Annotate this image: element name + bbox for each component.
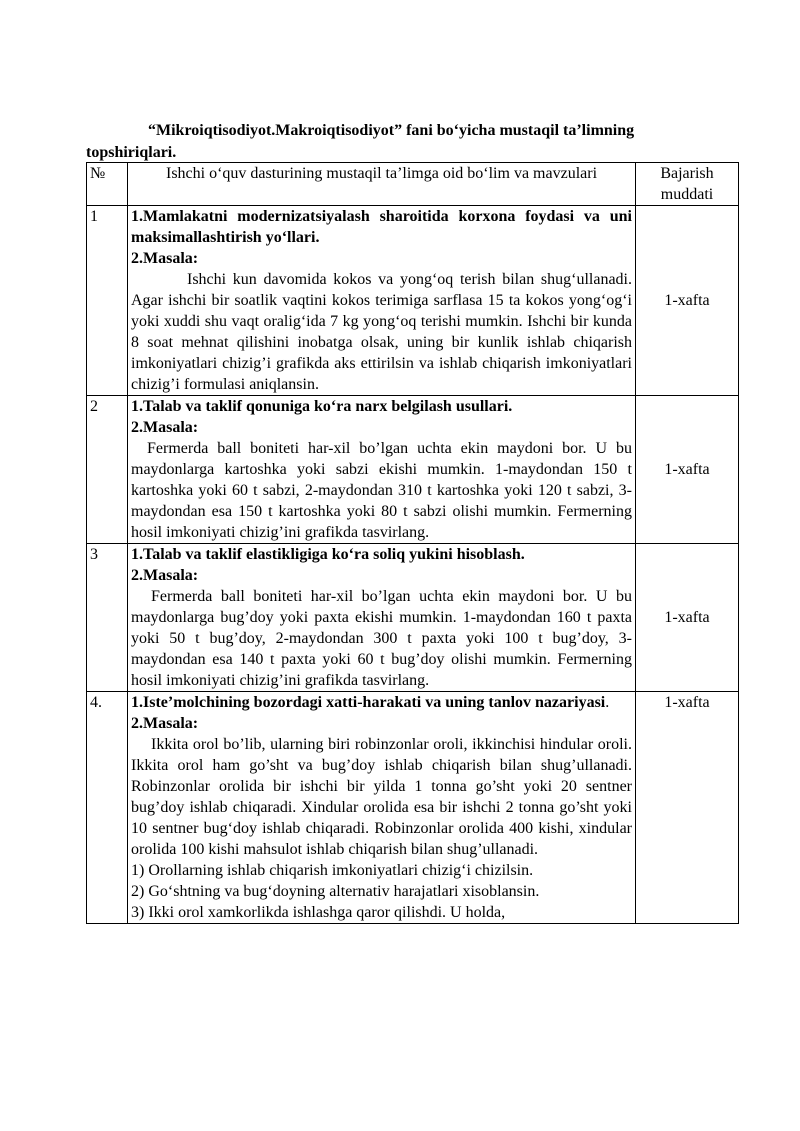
row-task: [128, 206, 636, 396]
row-deadline: 1-xafta: [636, 206, 739, 396]
task-body: Fermerda ball boniteti har-xil bo’lgan uchta ekin maydoni bor. U bu maydonlarga bug’doy yoki paxta ekishi mumkin. 1-maydondan 160 t paxta yoki 50 t bug’doy, 2-maydondan 300 t paxta yoki 100 t bug’doy, 3-maydondan esa 140 t paxta yoki 60 t bug’doy olishi mumkin. Fermerning hosil imkoniyati chizig’ini grafikda tasvirlang.: [131, 588, 632, 689]
row-number: 1: [87, 206, 128, 396]
row-task: [128, 396, 636, 544]
row-task: [128, 544, 636, 692]
table-row: [87, 692, 739, 924]
assignments-table: [86, 162, 739, 924]
task-heading: 1.Mamlakatni modernizatsiyalash sharoitida korxona foydasi va uni maksimallashtirish yo‘llari.: [131, 208, 632, 246]
task-item: 3) Ikki orol xamkorlikda ishlashga qaror qilishdi. U holda,: [131, 904, 506, 921]
row-task: [128, 692, 636, 924]
task-heading-suffix: .: [605, 694, 610, 711]
task-body: Fermerda ball boniteti har-xil bo’lgan uchta ekin maydoni bor. U bu maydonlarga kartoshka yoki sabzi ekishi mumkin. 1-maydondan 150 t kartoshka yoki 60 t sabzi, 2-maydondan 310 t kartoshka yoki 120 t sabzi, 3-maydondan esa 150 t kartoshka yoki 80 t sabzi olishi mumkin. Fermerning hosil imkoniyati chizig’ini grafikda tasvirlang.: [131, 440, 632, 541]
task-body: Ikkita orol bo’lib, ularning biri robinzonlar oroli, ikkinchisi hindular oroli. Ikkita orol ham go’sht va bug’doy ishlab chiqarish bilan shug’ullanadi. Robinzonlar orolida bir ishchi bir yilda 1 tonna go’sht yoki 20 sentner bug’doy ishlab chiqaradi. Xindular orolida esa bir ishchi 2 tonna go’sht yoki 10 sentner bug‘doy ishlab chiqaradi. Robinzonlar orolida 400 kishi, xindular orolida 100 kishi mahsulot ishlab chiqarish bilan shug’ullanadi.: [131, 736, 632, 858]
document-title: [86, 120, 736, 164]
task-body: Ishchi kun davomida kokos va yong‘oq terish bilan shug‘ullanadi. Agar ishchi bir soatlik vaqtini kokos terimiga sarflasa 15 ta kokos yong‘og‘i yoki xuddi shu vaqt oralig‘ida 7 kg yong‘oq terishi mumkin. Ishchi bir kunda 8 soat mehnat qilishini inobatga olsak, uning bir kunlik ishlab chiqarish imkoniyatlari chizig’i grafikda aks ettirilsin va ishlab chiqarish imkoniyatlari chizig’i formulasi aniqlansin.: [131, 271, 632, 393]
header-deadline: Bajarish muddati: [636, 163, 739, 206]
table-row: [87, 544, 739, 692]
row-number: 3: [87, 544, 128, 692]
task-subheading: 2.Masala:: [131, 419, 199, 436]
table-row: [87, 396, 739, 544]
row-deadline: 1-xafta: [636, 396, 739, 544]
row-deadline: 1-xafta: [636, 544, 739, 692]
table-row: [87, 206, 739, 396]
task-heading: [131, 692, 632, 713]
header-topic: Ishchi o‘quv dasturining mustaqil ta’limga oid bo‘lim va mavzulari: [128, 163, 636, 206]
row-number: 4.: [87, 692, 128, 924]
title-line-1: “Mikroiqtisodiyot.Makroiqtisodiyot” fani bo‘yicha mustaqil ta’limning: [148, 122, 635, 139]
row-deadline: 1-xafta: [636, 692, 739, 924]
header-number: №: [87, 163, 128, 206]
task-item: 2) Go‘shtning va bug‘doyning alternativ harajatlari xisoblansin.: [131, 883, 540, 900]
task-heading: 1.Talab va taklif qonuniga ko‘ra narx belgilash usullari.: [131, 398, 513, 415]
task-subheading: 2.Masala:: [131, 715, 199, 732]
task-heading: 1.Talab va taklif elastikligiga ko‘ra soliq yukini hisoblash.: [131, 546, 525, 563]
title-line-2: topshiriqlari.: [86, 144, 177, 161]
task-item: 1) Orollarning ishlab chiqarish imkoniyatlari chizig‘i chizilsin.: [131, 862, 534, 879]
row-number: 2: [87, 396, 128, 544]
table-header-row: [87, 163, 739, 206]
task-subheading: 2.Masala:: [131, 250, 199, 267]
task-heading-text: 1.Iste’molchining bozordagi xatti-harakati va uning tanlov nazariyasi: [131, 694, 606, 711]
task-subheading: 2.Masala:: [131, 567, 199, 584]
